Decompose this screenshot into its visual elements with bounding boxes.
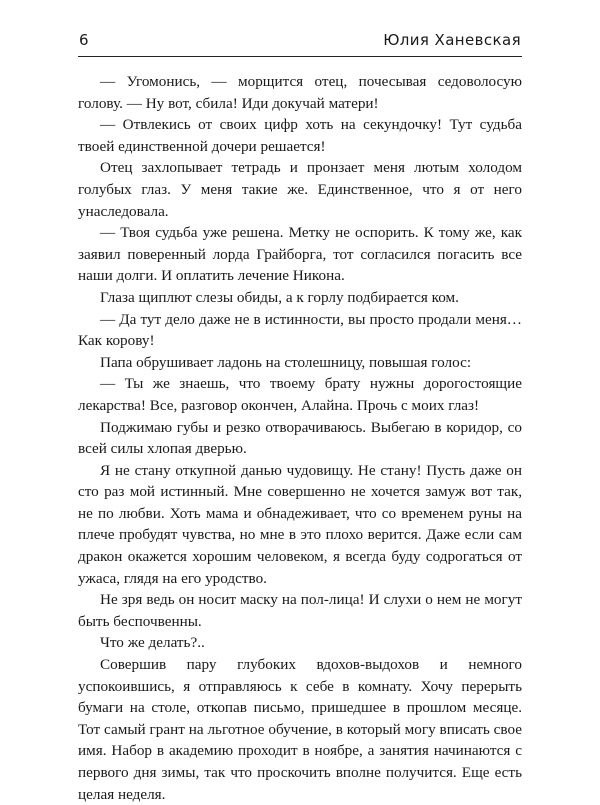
body-text bbox=[78, 71, 522, 805]
paragraph: Отец захлопывает тетрадь и пронзает меня лютым холодом голубых глаз. У меня такие же. Единственное, что я от него унаследовала. bbox=[78, 159, 522, 220]
paragraph: Совершив пару глубоких вдохов-выдохов и немного успокоившись, я отправляюсь к себе в комнату. Хочу перерыть бумаги на столе, откопав письмо, пришедшее в прошлом месяце. Тот самый грант на льготное обучение, в который могу вписать свое имя. Набор в академию проходит в ноябре, а занятия начинаются с первого дня зимы, так что проскочить вполне получится. Еще есть целая неделя. bbox=[78, 656, 522, 803]
paragraph: Поджимаю губы и резко отворачиваюсь. Выбегаю в коридор, со всей силы хлопая дверью. bbox=[78, 418, 522, 458]
paragraph: — Ты же знаешь, что твоему брату нужны дорогостоящие лекарства! Все, разговор окончен, Алайна. Прочь с моих глаз! bbox=[78, 375, 522, 414]
paragraph: — Угомонись, — морщится отец, почесывая седоволосую голову. — Ну вот, сбила! Иди докучай матери! bbox=[78, 73, 522, 112]
paragraph: — Отвлекись от своих цифр хоть на секундочку! Тут судьба твоей единственной дочери решается! bbox=[78, 116, 522, 155]
running-header bbox=[78, 30, 522, 57]
paragraph: Глаза щиплют слезы обиды, а к горлу подбирается ком. bbox=[100, 288, 459, 306]
paragraph: Папа обрушивает ладонь на столешницу, повышая голос: bbox=[100, 353, 472, 371]
paragraph: Я не стану откупной данью чудовищу. Не стану! Пусть даже он сто раз мой истинный. Мне совершенно не хочется замуж вот так, не по любви. Хоть мама и обнадеживает, что со временем руны на плече пробудят чувства, но мне в это плохо верится. Даже если сам дракон окажется хорошим человеком, я всегда буду содрогаться от ужаса, глядя на его уродство. bbox=[78, 461, 522, 587]
paragraph: — Твоя судьба уже решена. Метку не оспорить. К тому же, как заявил поверенный лорда Грайборга, тот согласился погасить все наши долги. И оплатить лечение Никона. bbox=[78, 224, 522, 285]
page-number: 6 bbox=[79, 31, 89, 49]
paragraph: — Да тут дело даже не в истинности, вы просто продали меня… Как корову! bbox=[78, 310, 522, 350]
paragraph: Не зря ведь он носит маску на пол-лица! И слухи о нем не могут быть беспочвенны. bbox=[78, 591, 522, 630]
book-page bbox=[78, 30, 522, 805]
paragraph: Что же делать?.. bbox=[100, 634, 205, 652]
author-name: Юлия Ханевская bbox=[383, 31, 521, 49]
